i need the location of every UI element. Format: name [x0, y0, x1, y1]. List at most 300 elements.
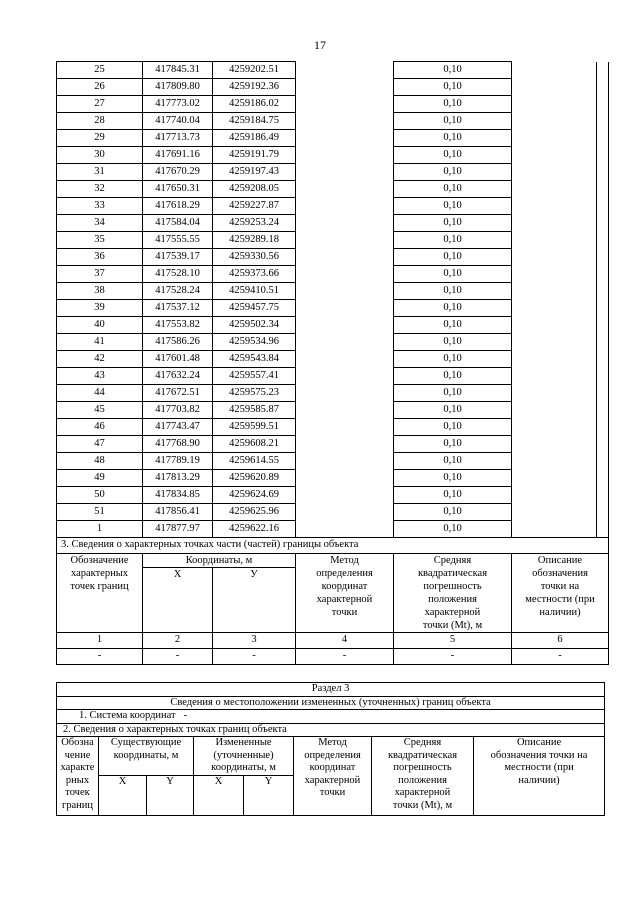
table-row [57, 181, 609, 198]
coord-x: 417539.17 [143, 249, 213, 266]
coord-x: 417768.90 [143, 436, 213, 453]
header-line: определения [304, 749, 361, 761]
method-cell [296, 334, 394, 351]
table-row [57, 419, 609, 436]
method-cell [296, 62, 394, 79]
accuracy-cell: 0,10 [394, 96, 512, 113]
point-number: 42 [57, 351, 143, 368]
margin-cell [597, 334, 609, 351]
table-row [57, 164, 609, 181]
method-cell [296, 79, 394, 96]
coord-x: 417743.47 [143, 419, 213, 436]
point-number: 33 [57, 198, 143, 215]
header-line: точки (Мt), м [422, 620, 483, 631]
margin-cell [597, 453, 609, 470]
coord-x: 417691.16 [143, 147, 213, 164]
point-number: 48 [57, 453, 143, 470]
empty-cell: - [512, 649, 609, 665]
point-number: 44 [57, 385, 143, 402]
razdel3-changed-header [194, 737, 294, 776]
table-row [57, 385, 609, 402]
razdel3-changed-y-header: Y [244, 775, 294, 815]
method-cell [296, 198, 394, 215]
description-cell [512, 453, 597, 470]
coord-x: 417713.73 [143, 130, 213, 147]
description-cell [512, 419, 597, 436]
accuracy-cell: 0,10 [394, 266, 512, 283]
accuracy-cell: 0,10 [394, 62, 512, 79]
header-line: характерной [304, 774, 361, 786]
header-line: определения [316, 568, 373, 579]
coord-y: 4259191.79 [213, 147, 296, 164]
description-cell [512, 436, 597, 453]
description-cell [512, 266, 597, 283]
coordinate-system: 1. Система координат - [57, 710, 605, 724]
coord-x: 417877.97 [143, 521, 213, 538]
description-cell [512, 521, 597, 538]
table-row [57, 300, 609, 317]
header-line: Метод [318, 737, 347, 748]
coord-x: 417672.51 [143, 385, 213, 402]
coord-x: 417740.04 [143, 113, 213, 130]
coord-y: 4259502.34 [213, 317, 296, 334]
description-cell [512, 164, 597, 181]
coord-y: 4259197.43 [213, 164, 296, 181]
point-number: 43 [57, 368, 143, 385]
table-row [57, 215, 609, 232]
table-row [57, 62, 609, 79]
accuracy-cell: 0,10 [394, 487, 512, 504]
coord-x: 417601.48 [143, 351, 213, 368]
coord-y: 4259227.87 [213, 198, 296, 215]
accuracy-cell: 0,10 [394, 113, 512, 130]
header-line: характерной [424, 607, 481, 618]
empty-cell: - [394, 649, 512, 665]
header-line: Средняя [433, 555, 472, 566]
coord-y: 4259557.41 [213, 368, 296, 385]
coord-y: 4259622.16 [213, 521, 296, 538]
accuracy-cell: 0,10 [394, 317, 512, 334]
accuracy-cell: 0,10 [394, 181, 512, 198]
point-number: 35 [57, 232, 143, 249]
accuracy-cell: 0,10 [394, 147, 512, 164]
coord-y: 4259543.84 [213, 351, 296, 368]
column-number: 4 [296, 633, 394, 649]
description-cell [512, 181, 597, 198]
table-row [57, 283, 609, 300]
margin-cell [597, 419, 609, 436]
header-line: наличии) [539, 607, 581, 618]
table-row [57, 436, 609, 453]
margin-cell [597, 198, 609, 215]
method-cell [296, 521, 394, 538]
empty-cell: - [213, 649, 296, 665]
table-row [57, 334, 609, 351]
section3-x-header: Х [143, 568, 213, 633]
accuracy-cell: 0,10 [394, 249, 512, 266]
header-line: обозначения точки на [490, 749, 588, 761]
table-row [57, 453, 609, 470]
coord-y: 4259253.24 [213, 215, 296, 232]
section3-designation-header [57, 554, 143, 633]
method-cell [296, 317, 394, 334]
header-line: наличии) [518, 774, 560, 786]
accuracy-cell: 0,10 [394, 368, 512, 385]
coord-y: 4259575.23 [213, 385, 296, 402]
method-cell [296, 249, 394, 266]
accuracy-cell: 0,10 [394, 215, 512, 232]
method-cell [296, 436, 394, 453]
margin-cell [597, 96, 609, 113]
method-cell [296, 266, 394, 283]
point-number: 28 [57, 113, 143, 130]
column-number: 1 [57, 633, 143, 649]
method-cell [296, 385, 394, 402]
table-row [57, 130, 609, 147]
point-number: 39 [57, 300, 143, 317]
razdel3-existing-x-header: X [99, 775, 147, 815]
description-cell [512, 232, 597, 249]
method-cell [296, 113, 394, 130]
accuracy-cell: 0,10 [394, 198, 512, 215]
table-row [57, 113, 609, 130]
point-number: 36 [57, 249, 143, 266]
razdel3-subtitle: Сведения о местоположении измененных (уточненных) границ объекта [57, 696, 605, 710]
table-row [57, 147, 609, 164]
header-line: местности (при [504, 762, 574, 773]
coord-y: 4259192.36 [213, 79, 296, 96]
accuracy-cell: 0,10 [394, 419, 512, 436]
razdel3-existing-y-header: Y [147, 775, 194, 815]
header-line: координаты, м [211, 762, 276, 773]
header-line: координат [321, 581, 368, 592]
accuracy-cell: 0,10 [394, 283, 512, 300]
header-line: точек [65, 787, 90, 798]
table-row [57, 351, 609, 368]
method-cell [296, 453, 394, 470]
point-number: 25 [57, 62, 143, 79]
point-number: 38 [57, 283, 143, 300]
header-line: Метод [330, 555, 359, 566]
coord-x: 417670.29 [143, 164, 213, 181]
empty-cell: - [143, 649, 213, 665]
table-row [57, 232, 609, 249]
coord-x: 417789.19 [143, 453, 213, 470]
razdel3-changed-x-header: X [194, 775, 244, 815]
description-cell [512, 249, 597, 266]
header-line: характерной [394, 787, 451, 798]
accuracy-cell: 0,10 [394, 436, 512, 453]
description-cell [512, 300, 597, 317]
point-number: 1 [57, 521, 143, 538]
description-cell [512, 368, 597, 385]
margin-cell [597, 402, 609, 419]
coord-x: 417586.26 [143, 334, 213, 351]
coord-y: 4259330.56 [213, 249, 296, 266]
header-line: Описание [537, 555, 583, 566]
header-line: квадратическая [417, 568, 488, 579]
margin-cell [597, 487, 609, 504]
coord-x: 417856.41 [143, 504, 213, 521]
empty-cell: - [296, 649, 394, 665]
point-number: 50 [57, 487, 143, 504]
coord-y: 4259585.87 [213, 402, 296, 419]
razdel3-method-header [294, 737, 372, 816]
coord-x: 417845.31 [143, 62, 213, 79]
razdel3-existing-header [99, 737, 194, 776]
coordinates-table [56, 61, 609, 665]
margin-cell [597, 232, 609, 249]
coord-y: 4259614.55 [213, 453, 296, 470]
header-line: координат [309, 762, 356, 773]
accuracy-cell: 0,10 [394, 504, 512, 521]
section3-method-header [296, 554, 394, 633]
header-line: квадратическая [387, 749, 458, 761]
description-cell [512, 385, 597, 402]
header-line: Обозна [61, 737, 94, 748]
coord-x: 417528.10 [143, 266, 213, 283]
header-line: обозначения [532, 568, 588, 579]
table-row [57, 96, 609, 113]
coordinates-table-body [57, 62, 609, 538]
razdel3-designation-header [57, 737, 99, 816]
coord-y: 4259208.05 [213, 181, 296, 198]
accuracy-cell: 0,10 [394, 351, 512, 368]
method-cell [296, 164, 394, 181]
header-line: положения [398, 774, 447, 786]
empty-cell: - [57, 649, 143, 665]
coord-y: 4259624.69 [213, 487, 296, 504]
column-number: 5 [394, 633, 512, 649]
coord-y: 4259599.51 [213, 419, 296, 436]
point-number: 31 [57, 164, 143, 181]
margin-cell [597, 368, 609, 385]
accuracy-cell: 0,10 [394, 300, 512, 317]
margin-cell [597, 351, 609, 368]
coord-y: 4259186.02 [213, 96, 296, 113]
coord-y: 4259184.75 [213, 113, 296, 130]
table-row [57, 402, 609, 419]
accuracy-cell: 0,10 [394, 79, 512, 96]
method-cell [296, 147, 394, 164]
margin-cell [597, 521, 609, 538]
coord-x: 417555.55 [143, 232, 213, 249]
header-line: местности (при [525, 594, 595, 605]
method-cell [296, 368, 394, 385]
method-cell [296, 419, 394, 436]
page-number: 17 [314, 38, 326, 52]
point-number: 46 [57, 419, 143, 436]
header-line: точки [331, 607, 358, 618]
coord-x: 417834.85 [143, 487, 213, 504]
table-row [57, 198, 609, 215]
method-cell [296, 130, 394, 147]
coord-y: 4259625.96 [213, 504, 296, 521]
accuracy-cell: 0,10 [394, 521, 512, 538]
accuracy-cell: 0,10 [394, 453, 512, 470]
coord-x: 417537.12 [143, 300, 213, 317]
margin-cell [597, 181, 609, 198]
coord-y: 4259289.18 [213, 232, 296, 249]
description-cell [512, 334, 597, 351]
description-cell [512, 198, 597, 215]
point-number: 29 [57, 130, 143, 147]
coord-x: 417528.24 [143, 283, 213, 300]
header-line: Обозначение [70, 555, 129, 566]
column-number: 6 [512, 633, 609, 649]
point-number: 51 [57, 504, 143, 521]
header-line: Существующие [110, 737, 182, 748]
header-line: границ [61, 799, 94, 811]
header-line: точек границ [70, 581, 129, 592]
table-row [57, 521, 609, 538]
description-cell [512, 351, 597, 368]
accuracy-cell: 0,10 [394, 334, 512, 351]
description-cell [512, 215, 597, 232]
razdel3-title: Раздел 3 [57, 683, 605, 697]
method-cell [296, 96, 394, 113]
point-number: 30 [57, 147, 143, 164]
margin-cell [597, 215, 609, 232]
coord-x: 417618.29 [143, 198, 213, 215]
table-row [57, 317, 609, 334]
margin-cell [597, 436, 609, 453]
header-line: характерной [316, 594, 373, 605]
section3-title: 3. Сведения о характерных точках части (частей) границы объекта [57, 538, 609, 554]
section3-coords-header: Координаты, м [143, 554, 296, 568]
table-row [57, 470, 609, 487]
razdel3-description-header [474, 737, 605, 816]
header-line: точки (Мt), м [392, 799, 453, 811]
point-number: 41 [57, 334, 143, 351]
razdel3-table [56, 682, 605, 816]
column-number: 3 [213, 633, 296, 649]
section3-y-header: У [213, 568, 296, 633]
header-line: Описание [516, 737, 562, 748]
accuracy-cell: 0,10 [394, 164, 512, 181]
header-line: погрешность [423, 581, 482, 592]
description-cell [512, 113, 597, 130]
description-cell [512, 283, 597, 300]
table-row [57, 487, 609, 504]
coord-y: 4259186.49 [213, 130, 296, 147]
header-line: рных [65, 774, 90, 786]
column-number: 2 [143, 633, 213, 649]
points-section-title: 2. Сведения о характерных точках границ объекта [57, 723, 605, 737]
margin-cell [597, 113, 609, 130]
description-cell [512, 317, 597, 334]
header-line: характерных [70, 568, 129, 579]
margin-cell [597, 504, 609, 521]
method-cell [296, 181, 394, 198]
margin-cell [597, 62, 609, 79]
description-cell [512, 79, 597, 96]
header-line: Средняя [403, 737, 442, 748]
coord-y: 4259410.51 [213, 283, 296, 300]
point-number: 27 [57, 96, 143, 113]
method-cell [296, 351, 394, 368]
coord-y: 4259373.66 [213, 266, 296, 283]
margin-cell [597, 300, 609, 317]
header-line: (уточненные) [213, 749, 274, 761]
description-cell [512, 402, 597, 419]
point-number: 37 [57, 266, 143, 283]
margin-cell [597, 164, 609, 181]
point-number: 34 [57, 215, 143, 232]
table-row [57, 368, 609, 385]
header-line: чение [64, 749, 91, 761]
accuracy-cell: 0,10 [394, 385, 512, 402]
method-cell [296, 232, 394, 249]
header-line: Измененные [215, 737, 272, 748]
coord-x: 417703.82 [143, 402, 213, 419]
margin-cell [597, 283, 609, 300]
accuracy-cell: 0,10 [394, 470, 512, 487]
description-cell [512, 487, 597, 504]
coord-y: 4259457.75 [213, 300, 296, 317]
margin-cell [597, 130, 609, 147]
coord-y: 4259202.51 [213, 62, 296, 79]
table-row [57, 266, 609, 283]
point-number: 45 [57, 402, 143, 419]
method-cell [296, 300, 394, 317]
coord-y: 4259534.96 [213, 334, 296, 351]
coord-x: 417553.82 [143, 317, 213, 334]
coord-y: 4259608.21 [213, 436, 296, 453]
coord-x: 417650.31 [143, 181, 213, 198]
description-cell [512, 62, 597, 79]
point-number: 40 [57, 317, 143, 334]
section3-description-header [512, 554, 609, 633]
margin-cell [597, 266, 609, 283]
description-cell [512, 130, 597, 147]
accuracy-cell: 0,10 [394, 402, 512, 419]
point-number: 32 [57, 181, 143, 198]
method-cell [296, 402, 394, 419]
accuracy-cell: 0,10 [394, 130, 512, 147]
margin-cell [597, 470, 609, 487]
coord-x: 417584.04 [143, 215, 213, 232]
coord-x: 417632.24 [143, 368, 213, 385]
razdel3-accuracy-header [372, 737, 474, 816]
margin-cell [597, 317, 609, 334]
description-cell [512, 147, 597, 164]
method-cell [296, 215, 394, 232]
description-cell [512, 504, 597, 521]
point-number: 26 [57, 79, 143, 96]
header-line: погрешность [393, 762, 452, 773]
description-cell [512, 470, 597, 487]
margin-cell [597, 385, 609, 402]
point-number: 47 [57, 436, 143, 453]
method-cell [296, 470, 394, 487]
margin-cell [597, 79, 609, 96]
margin-cell [597, 147, 609, 164]
header-line: положения [428, 594, 477, 605]
header-line: точки [319, 787, 346, 798]
section3-accuracy-header [394, 554, 512, 633]
description-cell [512, 96, 597, 113]
table-row [57, 504, 609, 521]
method-cell [296, 504, 394, 521]
header-line: координаты, м [113, 749, 179, 761]
coord-x: 417809.80 [143, 79, 213, 96]
table-row [57, 249, 609, 266]
margin-cell [597, 249, 609, 266]
table-row [57, 79, 609, 96]
header-line: точки на [540, 581, 580, 592]
point-number: 49 [57, 470, 143, 487]
